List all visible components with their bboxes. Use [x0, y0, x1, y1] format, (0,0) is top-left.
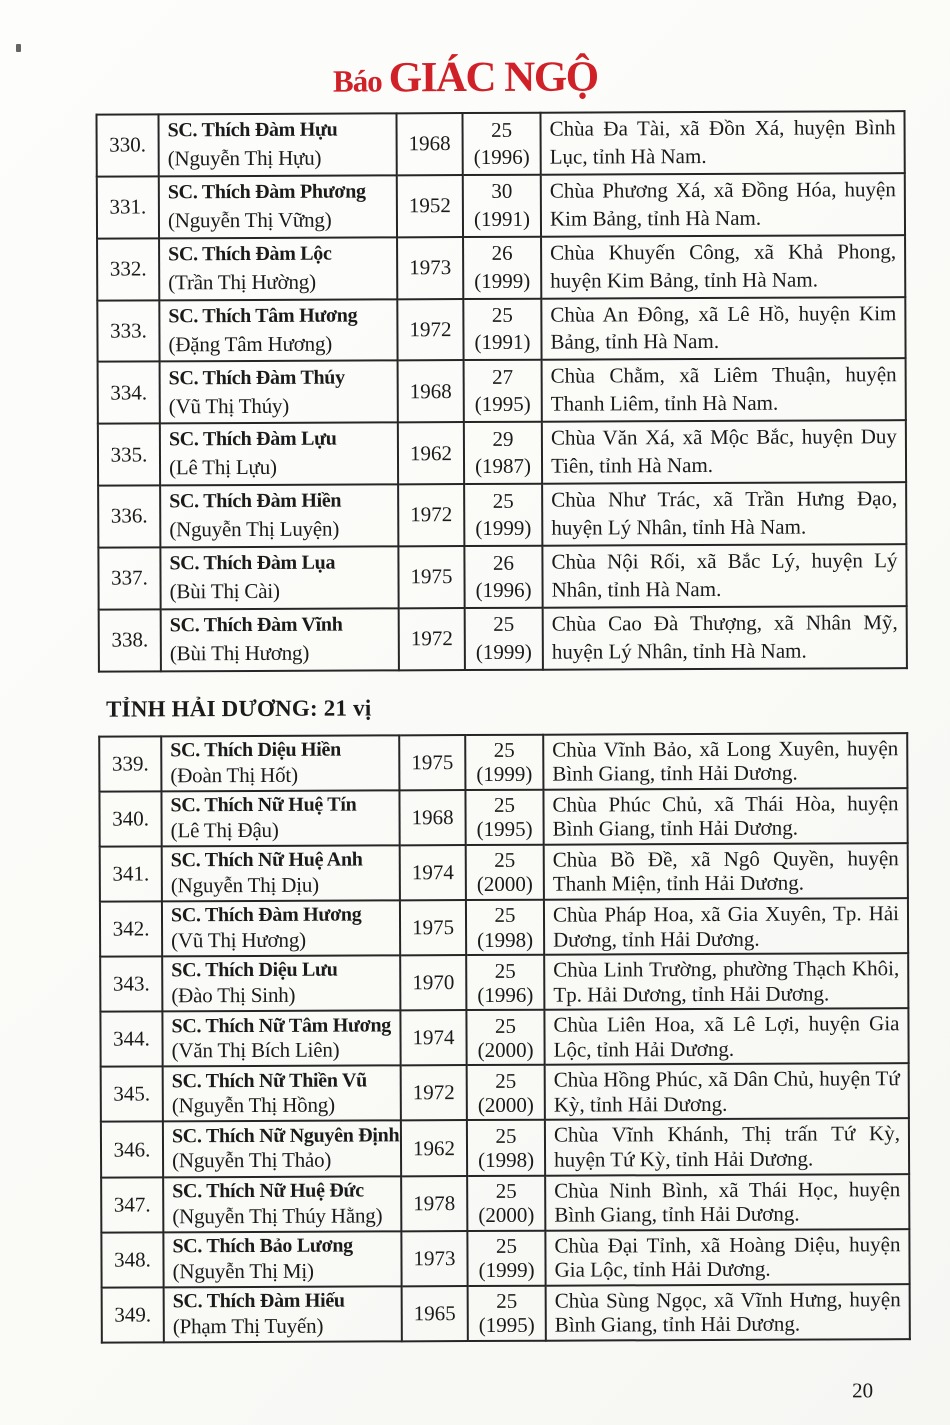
nun-name-cell — [160, 484, 398, 547]
ordination-year: (2000) — [477, 1037, 534, 1062]
birth-year-cell: 1973 — [401, 1231, 467, 1286]
nun-name-cell — [162, 845, 400, 901]
birth-year-cell: 1972 — [397, 299, 463, 361]
table-row — [101, 1119, 909, 1178]
secular-name: (Đào Thị Sinh) — [171, 982, 296, 1008]
table-row — [99, 788, 907, 847]
hai-duong-roster-body — [99, 733, 910, 1343]
birth-year-cell: 1962 — [401, 1121, 467, 1176]
nun-name-cell — [160, 546, 398, 609]
birth-year-cell: 1972 — [401, 1065, 467, 1120]
row-number: 331. — [97, 176, 159, 238]
birth-year-cell: 1975 — [400, 900, 466, 955]
ordination-year: (1991) — [473, 206, 531, 231]
birth-year-cell: 1972 — [398, 484, 464, 546]
dharma-name: SC. Thích Đàm Hiền — [169, 489, 342, 513]
secular-name: (Nguyễn Thị Vững) — [167, 207, 332, 233]
birth-year-cell: 1968 — [396, 113, 462, 175]
row-number: 342. — [100, 901, 162, 956]
table-row — [100, 898, 908, 957]
seniority-years: 25 — [494, 848, 516, 873]
masthead-title: GIÁC NGỘ — [388, 53, 598, 102]
row-number: 335. — [98, 424, 160, 486]
row-number: 336. — [98, 485, 160, 547]
row-number: 343. — [100, 956, 162, 1011]
seniority-years: 25 — [496, 1289, 518, 1314]
nun-name-cell — [162, 955, 400, 1011]
nun-name-cell — [163, 1066, 401, 1122]
temple-address-cell: Chùa Khuyến Công, xã Khả Phong, huyện Kim Bảng, tỉnh Hà Nam. — [541, 235, 905, 298]
ordination-cell — [467, 1065, 545, 1120]
table-row — [98, 420, 906, 485]
ordination-cell — [464, 546, 542, 608]
temple-address-cell: Chùa Hồng Phúc, xã Dân Chủ, huyện Tứ Kỳ, tỉnh Hải Dương. — [545, 1063, 909, 1120]
ordination-year: (1995) — [476, 817, 533, 842]
temple-address-cell: Chùa Như Trác, xã Trần Hưng Đạo, huyện Lý Nhân, tỉnh Hà Nam. — [542, 482, 906, 545]
secular-name: (Lê Thị Lựu) — [168, 455, 277, 480]
nun-name-cell — [163, 1231, 401, 1287]
temple-address-cell: Chùa An Đông, xã Lê Hồ, huyện Kim Bảng, tỉnh Hà Nam. — [541, 297, 905, 360]
ordination-cell — [463, 175, 541, 237]
row-number: 337. — [98, 547, 160, 609]
secular-name: (Lê Thị Đậu) — [170, 817, 279, 843]
nun-name-cell — [164, 1286, 402, 1342]
nun-name-cell — [163, 1176, 401, 1232]
seniority-years: 25 — [493, 792, 516, 818]
row-number: 339. — [99, 736, 161, 791]
secular-name: (Nguyễn Thị Luyện) — [169, 516, 340, 542]
seniority-years: 26 — [492, 550, 515, 575]
birth-year-cell: 1974 — [400, 845, 466, 900]
ordination-year: (1996) — [475, 577, 532, 602]
table-row — [97, 297, 905, 362]
secular-name: (Nguyễn Thị Hựu) — [167, 145, 322, 171]
ordination-year: (1995) — [478, 1313, 535, 1338]
dharma-name: SC. Thích Diệu Lưu — [171, 959, 338, 982]
ordination-year: (2000) — [478, 1202, 535, 1228]
ordination-year: (1987) — [474, 453, 532, 479]
temple-address-cell: Chùa Liên Hoa, xã Lê Lợi, huyện Gia Lộc, tỉnh Hải Dương. — [544, 1008, 908, 1065]
birth-year-cell: 1975 — [398, 546, 464, 608]
table-row — [98, 482, 906, 547]
nun-name-cell — [161, 608, 399, 671]
row-number: 330. — [96, 114, 158, 176]
nun-name-cell — [160, 423, 398, 486]
birth-year-cell: 1965 — [402, 1286, 468, 1341]
masthead-prefix: Báo — [332, 63, 382, 99]
table-row — [100, 953, 908, 1012]
temple-address-cell: Chùa Vĩnh Khánh, Thị trấn Tứ Kỳ, huyện Tứ Kỳ, tỉnh Hải Dương. — [545, 1119, 909, 1176]
dharma-name: SC. Thích Đàm Hương — [170, 903, 362, 927]
table-row — [100, 843, 908, 902]
table-row — [102, 1284, 910, 1343]
dharma-name: SC. Thích Đàm Thúy — [168, 366, 345, 389]
birth-year-cell: 1972 — [399, 608, 465, 670]
nun-name-cell — [160, 361, 398, 424]
hai-duong-roster-table — [98, 732, 911, 1344]
seniority-years: 27 — [492, 364, 514, 389]
secular-name: (Vũ Thị Hương) — [171, 927, 306, 953]
seniority-years: 26 — [491, 241, 513, 266]
nun-name-cell — [158, 113, 396, 176]
ha-nam-roster-table — [95, 110, 907, 672]
ordination-cell — [465, 734, 543, 789]
ordination-cell — [463, 298, 541, 360]
table-row — [97, 235, 905, 300]
seniority-years: 25 — [494, 903, 516, 928]
nun-name-cell — [162, 900, 400, 956]
seniority-years: 25 — [493, 612, 515, 637]
nun-name-cell — [159, 237, 397, 300]
ordination-cell — [464, 484, 542, 546]
seniority-years: 25 — [493, 737, 515, 762]
temple-address-cell: Chùa Đa Tài, xã Đồn Xá, huyện Bình Lục, tỉnh Hà Nam. — [540, 111, 904, 174]
dharma-name: SC. Thích Đàm Hiếu — [172, 1289, 345, 1313]
ordination-year: (1999) — [478, 1258, 535, 1283]
row-number: 332. — [97, 238, 159, 300]
ordination-year: (1996) — [477, 982, 534, 1007]
ordination-year: (1999) — [476, 761, 533, 787]
ordination-cell — [466, 955, 544, 1010]
secular-name: (Đoàn Thị Hốt) — [170, 762, 298, 787]
table-row — [101, 1174, 909, 1233]
birth-year-cell: 1968 — [398, 360, 464, 422]
secular-name: (Nguyễn Thị Dịu) — [170, 872, 319, 898]
table-row — [99, 606, 907, 671]
dharma-name: SC. Thích Đàm Phương — [167, 180, 366, 204]
temple-address-cell: Chùa Đại Tỉnh, xã Hoàng Diệu, huyện Gia Lộc, tỉnh Hải Dương. — [545, 1229, 909, 1286]
nun-name-cell — [159, 299, 397, 362]
seniority-years: 25 — [494, 1013, 517, 1038]
seniority-years: 30 — [491, 179, 513, 204]
ordination-year: (1999) — [475, 515, 532, 540]
temple-address-cell: Chùa Sùng Ngọc, xã Vĩnh Hưng, huyện Bình Giang, tỉnh Hải Dương. — [546, 1284, 910, 1341]
ordination-cell — [464, 360, 542, 422]
birth-year-cell: 1962 — [398, 422, 464, 484]
row-number: 334. — [98, 362, 160, 424]
seniority-years: 25 — [495, 1178, 517, 1203]
dharma-name: SC. Thích Diệu Hiền — [170, 738, 341, 762]
row-number: 344. — [100, 1012, 162, 1067]
secular-name: (Phạm Thị Tuyến) — [172, 1313, 324, 1339]
secular-name: (Văn Thị Bích Liên) — [171, 1037, 340, 1063]
dharma-name: SC. Thích Đàm Lụa — [169, 551, 336, 575]
ordination-cell — [467, 1175, 545, 1230]
seniority-years: 25 — [491, 117, 513, 142]
seniority-years: 25 — [495, 1068, 517, 1093]
dharma-name: SC. Thích Nữ Huệ Đức — [172, 1179, 364, 1203]
seniority-years: 25 — [495, 1233, 517, 1259]
row-number: 341. — [100, 846, 162, 901]
seniority-years: 25 — [492, 488, 514, 513]
ordination-cell — [463, 236, 541, 298]
table-row — [96, 111, 904, 176]
ordination-cell — [468, 1286, 546, 1341]
temple-address-cell: Chùa Bồ Đề, xã Ngô Quyền, huyện Thanh Miện, tỉnh Hải Dương. — [544, 843, 908, 900]
seniority-years: 25 — [491, 302, 513, 328]
ordination-year: (1999) — [474, 268, 531, 293]
ordination-year: (1996) — [473, 144, 530, 169]
ordination-cell — [466, 845, 544, 900]
dharma-name: SC. Thích Tâm Hương — [168, 304, 358, 328]
ordination-year: (1995) — [474, 392, 531, 417]
birth-year-cell: 1952 — [397, 175, 463, 237]
row-number: 348. — [101, 1232, 163, 1287]
dharma-name: SC. Thích Nữ Huệ Tín — [170, 793, 357, 817]
secular-name: (Nguyễn Thị Mị) — [172, 1258, 314, 1284]
temple-address-cell: Chùa Pháp Hoa, xã Gia Xuyên, Tp. Hải Dương, tỉnh Hải Dương. — [544, 898, 908, 955]
secular-name: (Trần Thị Hường) — [168, 269, 316, 295]
dharma-name: SC. Thích Đàm Hựu — [167, 118, 338, 142]
temple-address-cell: Chùa Phương Xá, xã Đồng Hóa, huyện Kim Bảng, tỉnh Hà Nam. — [541, 173, 905, 236]
ordination-cell — [465, 607, 543, 669]
ordination-year: (2000) — [477, 1092, 534, 1117]
newspaper-masthead — [95, 0, 835, 101]
dharma-name: SC. Thích Nữ Thiền Vũ — [171, 1069, 367, 1093]
birth-year-cell: 1978 — [401, 1176, 467, 1231]
dharma-name: SC. Thích Đàm Lộc — [168, 242, 332, 266]
table-row — [98, 544, 906, 609]
dharma-name: SC. Thích Nữ Nguyên Định — [171, 1124, 400, 1148]
seniority-years: 25 — [495, 1123, 517, 1148]
table-row — [98, 358, 906, 423]
ordination-year: (1991) — [474, 330, 531, 355]
dharma-name: SC. Thích Đàm Vĩnh — [169, 613, 343, 637]
table-row — [101, 1063, 909, 1122]
ordination-cell — [467, 1120, 545, 1175]
temple-address-cell: Chùa Văn Xá, xã Mộc Bắc, huyện Duy Tiên, tỉnh Hà Nam. — [542, 420, 906, 483]
ordination-cell — [465, 789, 543, 844]
row-number: 345. — [101, 1067, 163, 1122]
dharma-name: SC. Thích Bảo Lương — [172, 1234, 353, 1258]
table-row — [99, 733, 907, 792]
row-number: 333. — [97, 300, 159, 362]
secular-name: (Bùi Thị Hương) — [169, 640, 310, 666]
secular-name: (Vũ Thị Thúy) — [168, 393, 290, 418]
row-number: 346. — [101, 1122, 163, 1177]
page-number: 20 — [852, 1378, 874, 1403]
birth-year-cell: 1975 — [399, 735, 465, 790]
dharma-name: SC. Thích Nữ Tâm Hương — [171, 1013, 391, 1037]
ordination-cell — [464, 422, 542, 484]
secular-name: (Nguyễn Thị Thảo) — [172, 1148, 332, 1173]
temple-address-cell: Chùa Phúc Chủ, xã Thái Hòa, huyện Bình Giang, tỉnh Hải Dương. — [543, 788, 907, 845]
temple-address-cell: Chùa Chằm, xã Liêm Thuận, huyện Thanh Liêm, tỉnh Hà Nam. — [542, 358, 906, 421]
row-number: 347. — [101, 1177, 163, 1232]
seniority-years: 25 — [494, 958, 516, 983]
nun-name-cell — [159, 175, 397, 238]
ordination-cell — [467, 1230, 545, 1285]
secular-name: (Bùi Thị Cài) — [169, 579, 280, 604]
birth-year-cell: 1974 — [400, 1010, 466, 1065]
ordination-year: (1999) — [475, 639, 532, 664]
ordination-cell — [466, 900, 544, 955]
table-row — [100, 1008, 908, 1067]
nun-name-cell — [162, 1011, 400, 1067]
ordination-cell — [466, 1010, 544, 1065]
row-number: 340. — [99, 791, 161, 846]
temple-address-cell: Chùa Vĩnh Bảo, xã Long Xuyên, huyện Bình Giang, tỉnh Hải Dương. — [543, 733, 907, 790]
birth-year-cell: 1968 — [399, 790, 465, 845]
secular-name: (Nguyễn Thị Thúy Hằng) — [172, 1202, 383, 1228]
ha-nam-roster-body — [96, 111, 906, 671]
temple-address-cell: Chùa Ninh Bình, xã Thái Học, huyện Bình Giang, tỉnh Hải Dương. — [545, 1174, 909, 1231]
temple-address-cell: Chùa Linh Trường, phường Thạch Khôi, Tp. Hải Dương, tỉnh Hải Dương. — [544, 953, 908, 1010]
table-row — [97, 173, 905, 238]
temple-address-cell: Chùa Cao Đà Thượng, xã Nhân Mỹ, huyện Lý Nhân, tỉnh Hà Nam. — [543, 606, 907, 669]
ordination-year: (2000) — [476, 872, 533, 897]
temple-address-cell: Chùa Nội Rối, xã Bắc Lý, huyện Lý Nhân, tỉnh Hà Nam. — [542, 544, 906, 607]
ordination-cell — [462, 113, 540, 175]
row-number: 349. — [102, 1287, 164, 1342]
ordination-year: (1998) — [478, 1147, 535, 1173]
dharma-name: SC. Thích Đàm Lựu — [168, 428, 337, 451]
nun-name-cell — [163, 1121, 401, 1177]
seniority-years: 29 — [492, 426, 514, 451]
section-title-hai-duong: TỈNH HẢI DƯƠNG: 21 vị — [106, 695, 372, 722]
row-number: 338. — [99, 609, 161, 671]
secular-name: (Đặng Tâm Hương) — [168, 331, 333, 357]
secular-name: (Nguyễn Thị Hồng) — [171, 1092, 335, 1118]
nun-name-cell — [161, 735, 399, 791]
ordination-year: (1998) — [477, 927, 534, 952]
nun-name-cell — [161, 790, 399, 846]
birth-year-cell: 1970 — [400, 955, 466, 1010]
birth-year-cell: 1973 — [397, 237, 463, 299]
dharma-name: SC. Thích Nữ Huệ Anh — [170, 848, 363, 872]
table-row — [101, 1229, 909, 1288]
